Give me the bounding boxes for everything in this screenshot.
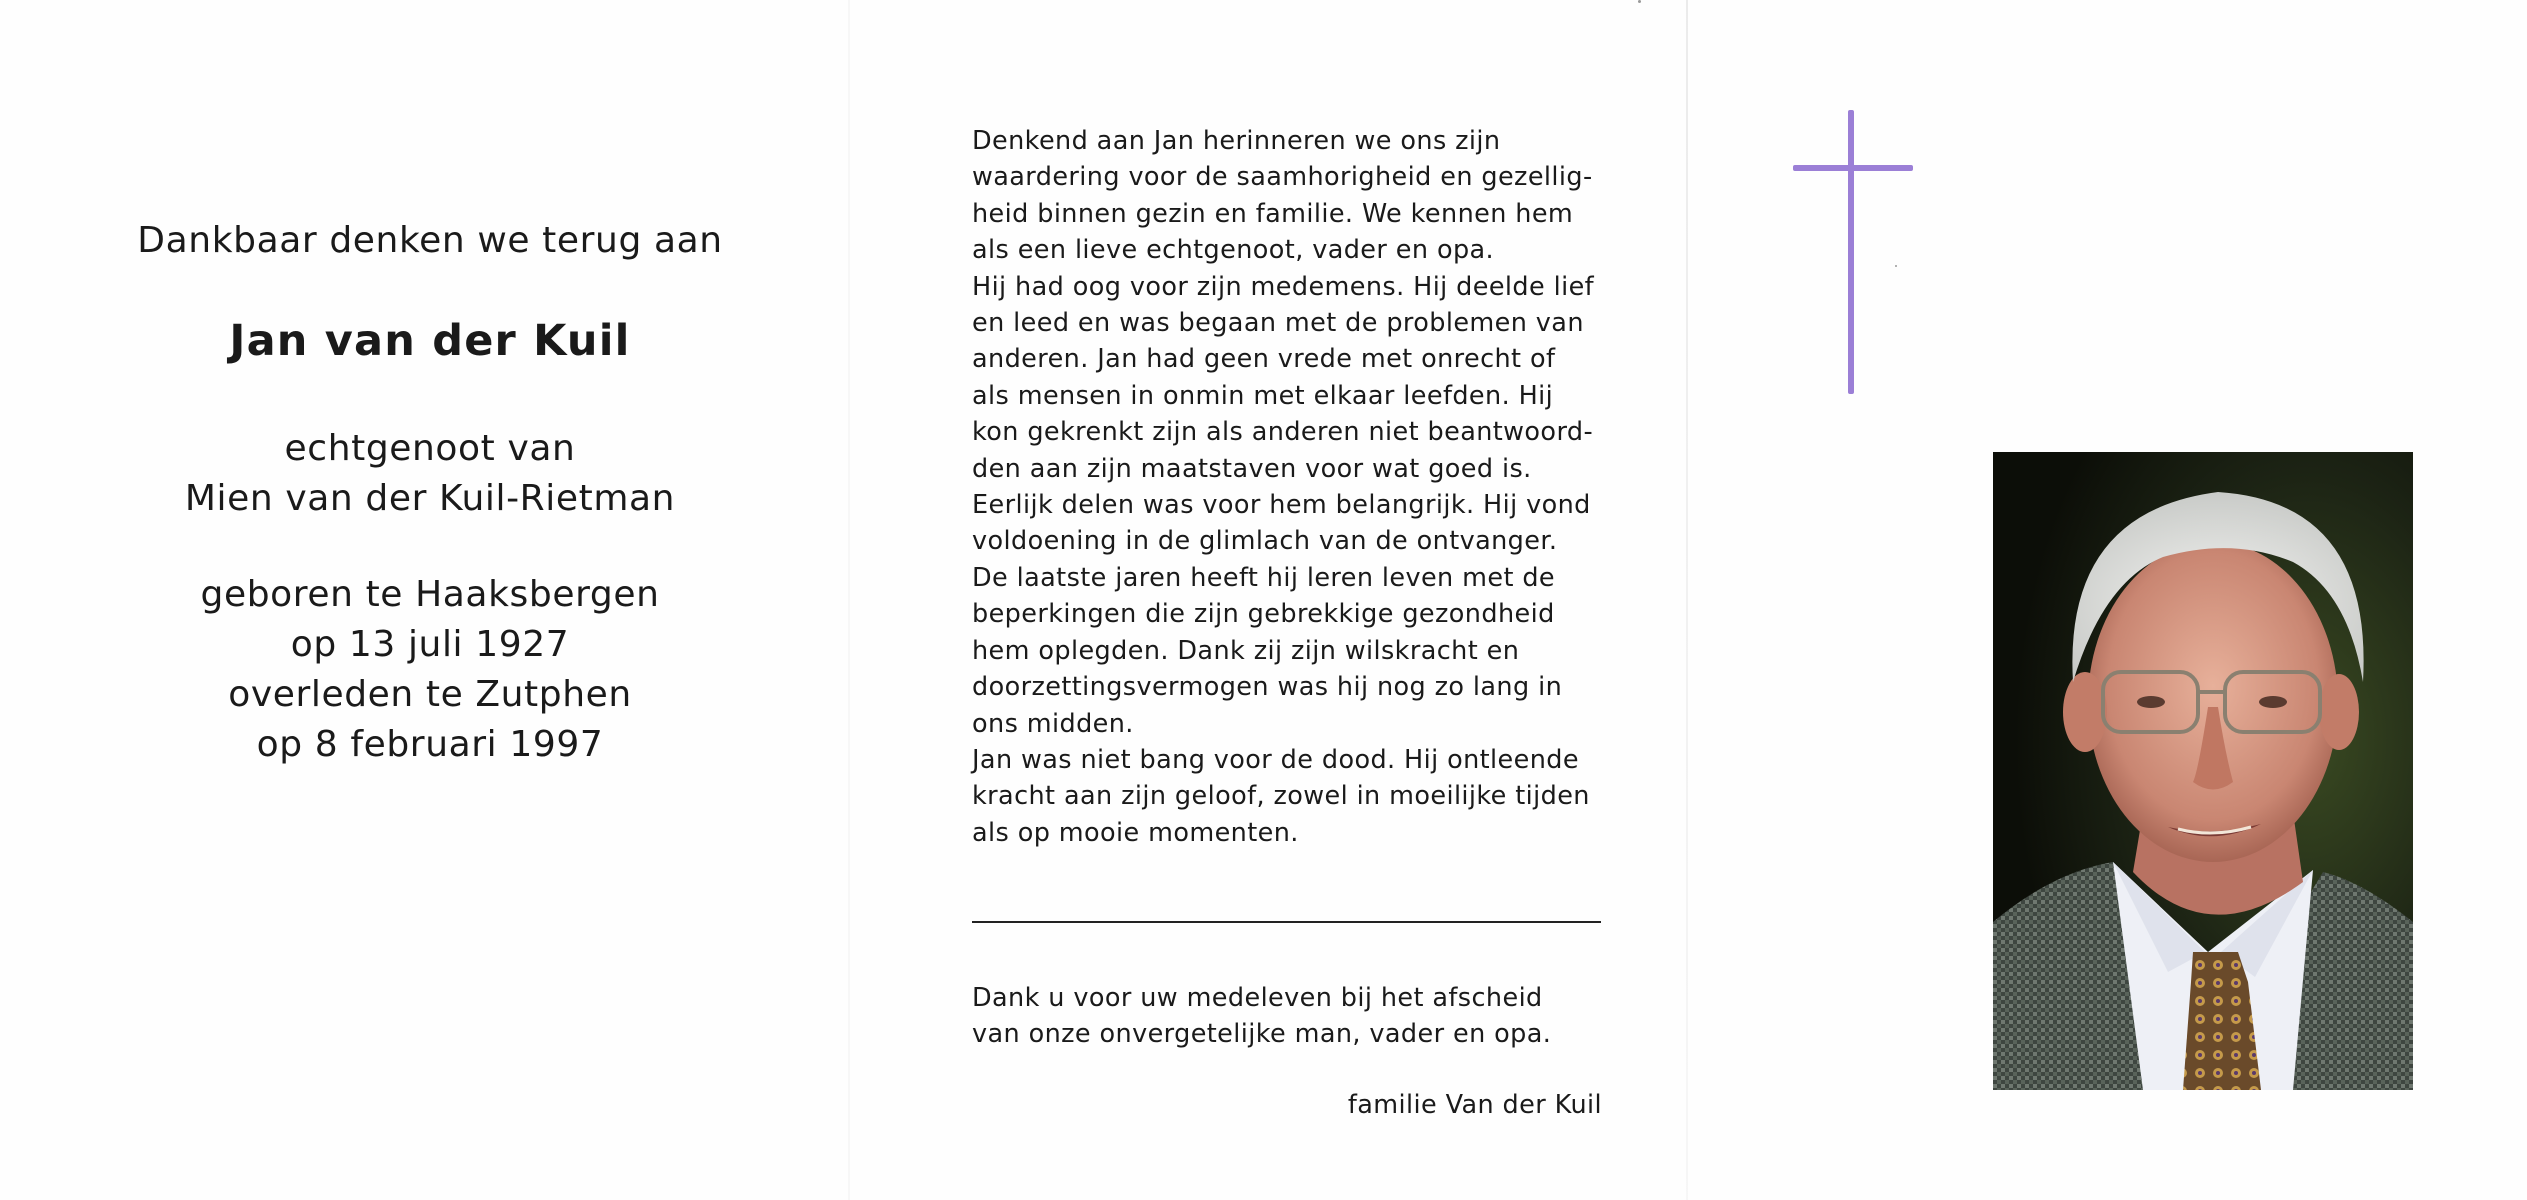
divider-rule — [972, 921, 1601, 923]
cross-vertical-bar — [1848, 110, 1854, 394]
tribute-line: kracht aan zijn geloof, zowel in moeilijke tijden — [972, 781, 1590, 812]
tribute-line: doorzettingsvermogen was hij nog zo lang in — [972, 672, 1563, 703]
death-place-line: overleden te Zutphen — [228, 674, 632, 715]
tribute-line: en leed en was begaan met de problemen van — [972, 308, 1584, 339]
birth-date-line: op 13 juli 1927 — [290, 624, 570, 665]
spouse-line: Mien van der Kuil-Rietman — [184, 478, 676, 519]
tribute-line: waardering voor de saamhorigheid en gezellig- — [972, 162, 1593, 193]
thanks-text — [972, 980, 1632, 1053]
deceased-name: Jan van der Kuil — [229, 316, 631, 366]
tribute-line: anderen. Jan had geen vrede met onrecht of — [972, 344, 1556, 375]
tribute-line: voldoening in de glimlach van de ontvanger. — [972, 526, 1558, 557]
family-signature: familie Van der Kuil — [1347, 1090, 1602, 1120]
tribute-line: als mensen in onmin met elkaar leefden. Hij — [972, 380, 1554, 411]
tribute-line: Eerlijk delen was voor hem belangrijk. Hij vond — [972, 490, 1591, 521]
tribute-line: den aan zijn maatstaven voor wat goed is. — [972, 453, 1532, 484]
birth-place-line: geboren te Haaksbergen — [200, 574, 660, 615]
fold-line-right — [1686, 0, 1688, 1200]
tribute-line: beperkingen die zijn gebrekkige gezondheid — [972, 599, 1555, 630]
tribute-line: als een lieve echtgenoot, vader en opa. — [972, 235, 1495, 266]
tribute-line: Denkend aan Jan herinneren we ons zijn — [972, 126, 1501, 156]
spouse-block — [40, 424, 820, 524]
tribute-line: als op mooie momenten. — [972, 817, 1299, 848]
tribute-line: ons midden. — [972, 708, 1134, 739]
tribute-line: De laatste jaren heeft hij leren leven met de — [972, 562, 1556, 593]
dates-block — [40, 570, 820, 770]
tribute-line: hem oplegden. Dank zij zijn wilskracht en — [972, 635, 1520, 666]
portrait-photo — [1993, 452, 2413, 1090]
tribute-line: heid binnen gezin en familie. We kennen hem — [972, 198, 1574, 229]
thanks-line: Dank u voor uw medeleven bij het afscheid — [972, 983, 1543, 1013]
intro-text: Dankbaar denken we terug aan — [137, 220, 723, 261]
death-date-line: op 8 februari 1997 — [256, 724, 604, 765]
spouse-line: echtgenoot van — [284, 428, 576, 469]
tribute-text — [972, 123, 1632, 851]
cross-horizontal-bar — [1793, 165, 1913, 171]
thanks-line: van onze onvergetelijke man, vader en opa. — [972, 1019, 1552, 1050]
tribute-line: kon gekrenkt zijn als anderen niet beantwoord- — [972, 417, 1594, 448]
fold-line-left — [848, 0, 850, 1200]
paper-speck — [1638, 0, 1641, 3]
tribute-line: Hij had oog voor zijn medemens. Hij deelde lief — [972, 271, 1595, 302]
tribute-line: Jan was niet bang voor de dood. Hij ontleende — [972, 744, 1579, 775]
latin-cross-icon — [1793, 110, 1913, 394]
